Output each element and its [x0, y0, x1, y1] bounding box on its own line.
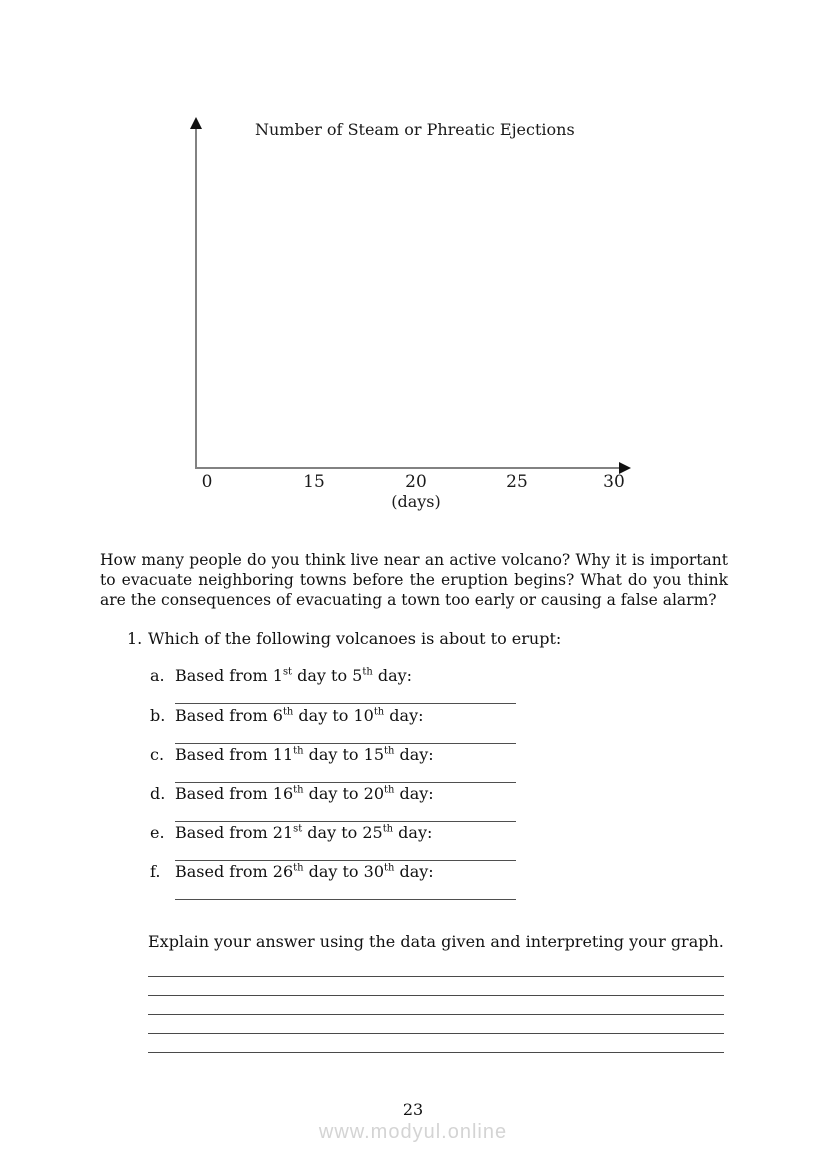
y-axis-arrow-icon — [190, 117, 202, 129]
intro-paragraph — [100, 550, 728, 610]
answer-blank-line — [175, 743, 516, 744]
item-text: Based from 1st day to 5th day: — [175, 666, 413, 685]
answer-blank-line — [175, 782, 516, 783]
question-subitem-e — [150, 823, 520, 861]
watermark: www.modyul.online — [318, 1121, 508, 1143]
question-number: 1. — [127, 629, 143, 648]
question-subitem-f — [150, 862, 520, 900]
x-tick-label: 0 — [201, 472, 213, 492]
answer-blank-line — [175, 821, 516, 822]
question-text: Which of the following volcanoes is about to erupt: — [148, 629, 562, 648]
question-subitem-d — [150, 784, 520, 822]
item-text: Based from 26th day to 30th day: — [175, 862, 434, 881]
x-tick-label: 15 — [303, 472, 325, 492]
answer-writing-line — [148, 1033, 724, 1034]
item-letter: f. — [150, 862, 161, 881]
answer-writing-line — [148, 995, 724, 996]
page-number: 23 — [402, 1100, 424, 1119]
x-tick-label: 25 — [506, 472, 528, 492]
question-subitem-b — [150, 706, 520, 744]
answer-writing-line — [148, 1052, 724, 1053]
blank-graph — [0, 0, 826, 520]
item-letter: e. — [150, 823, 165, 842]
chart-title: Number of Steam or Phreatic Ejections — [255, 120, 575, 139]
item-text: Based from 6th day to 10th day: — [175, 706, 424, 725]
paragraph-line: to evacuate neighboring towns before the eruption begins? What do you think — [100, 571, 728, 589]
question-subitem-a — [150, 666, 520, 704]
question-subitem-c — [150, 745, 520, 783]
question-1 — [127, 629, 561, 648]
x-tick-label: 30 — [603, 472, 625, 492]
item-text: Based from 11th day to 15th day: — [175, 745, 434, 764]
x-axis — [196, 467, 620, 469]
paragraph-line: are the consequences of evacuating a town too early or causing a false alarm? — [100, 591, 717, 609]
item-text: Based from 16th day to 20th day: — [175, 784, 434, 803]
answer-blank-line — [175, 899, 516, 900]
answer-blank-line — [175, 703, 516, 704]
x-tick-label: 20 — [405, 472, 427, 492]
item-letter: d. — [150, 784, 166, 803]
item-letter: c. — [150, 745, 165, 764]
x-axis-unit-label: (days) — [391, 492, 441, 511]
answer-writing-line — [148, 976, 724, 977]
item-letter: a. — [150, 666, 165, 685]
explain-prompt: Explain your answer using the data given and interpreting your graph. — [148, 932, 724, 951]
answer-blank-line — [175, 860, 516, 861]
y-axis — [195, 129, 197, 469]
answer-writing-line — [148, 1014, 724, 1015]
paragraph-line: How many people do you think live near an active volcano? Why it is important — [100, 551, 728, 569]
item-text: Based from 21st day to 25th day: — [175, 823, 433, 842]
item-letter: b. — [150, 706, 166, 725]
